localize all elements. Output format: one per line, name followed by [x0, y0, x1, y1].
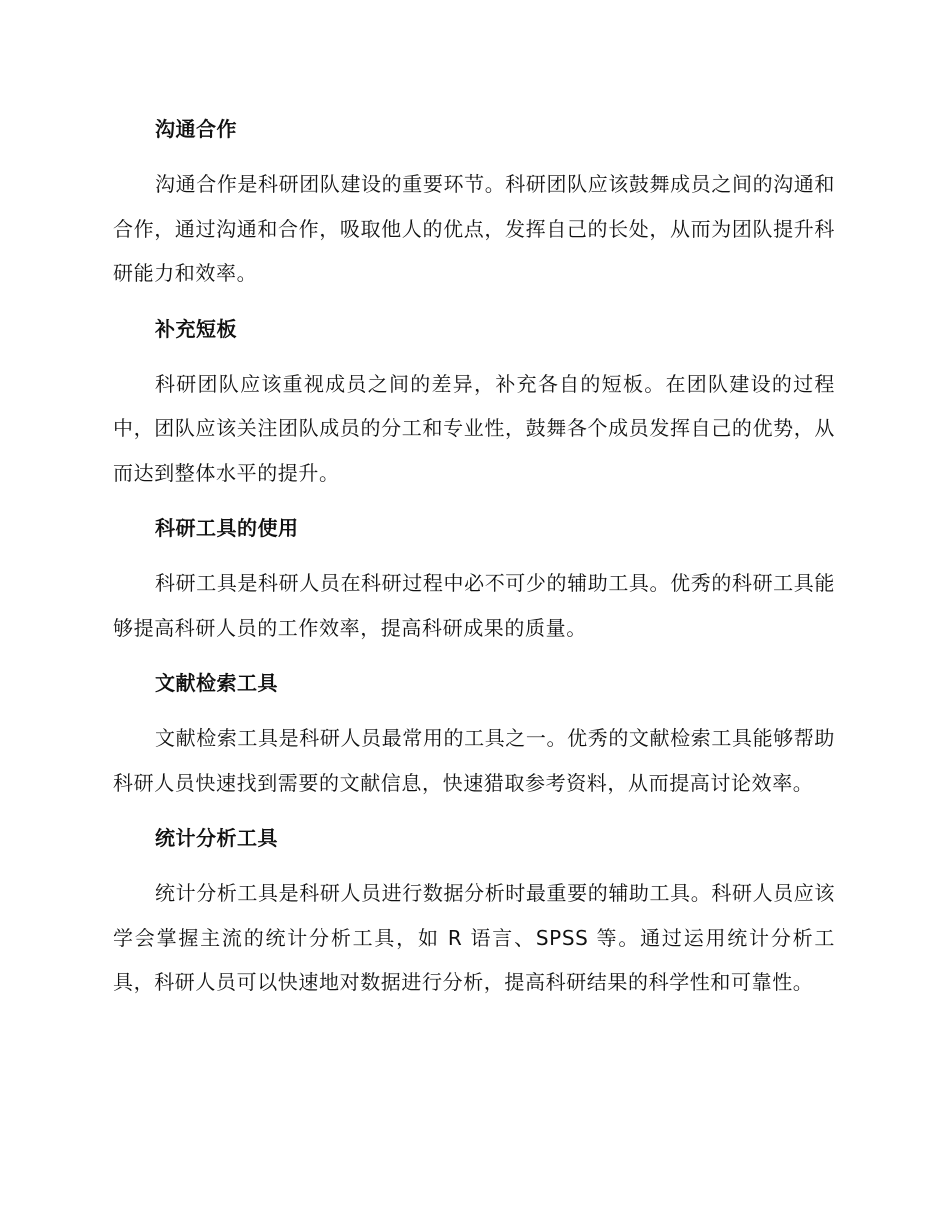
section-heading-literature-search: 文献检索工具: [155, 671, 278, 695]
section-heading-research-tools: 科研工具的使用: [155, 516, 299, 540]
section-body-statistics: 统计分析工具是科研人员进行数据分析时最重要的辅助工具。科研人员应该学会掌握主流的统计分析工具，如 R 语言、SPSS 等。通过运用统计分析工具，科研人员可以快速地对数据进行分析，提高科研结果的科学性和可靠性。: [113, 881, 835, 994]
section-heading-statistics: 统计分析工具: [155, 826, 278, 850]
section-heading-shortcomings: 补充短板: [155, 316, 237, 341]
section-body-shortcomings: 科研团队应该重视成员之间的差异，补充各自的短板。在团队建设的过程中，团队应该关注团队成员的分工和专业性，鼓舞各个成员发挥自己的优势，从而达到整体水平的提升。: [113, 371, 835, 485]
section-body-literature-search: 文献检索工具是科研人员最常用的工具之一。优秀的文献检索工具能够帮助科研人员快速找到需要的文献信息，快速猎取参考资料，从而提高讨论效率。: [113, 726, 835, 795]
section-body-research-tools: 科研工具是科研人员在科研过程中必不可少的辅助工具。优秀的科研工具能够提高科研人员的工作效率，提高科研成果的质量。: [113, 571, 835, 640]
section-body-communication: 沟通合作是科研团队建设的重要环节。科研团队应该鼓舞成员之间的沟通和合作，通过沟通和合作，吸取他人的优点，发挥自己的长处，从而为团队提升科研能力和效率。: [113, 172, 835, 285]
section-heading-communication: 沟通合作: [155, 117, 237, 141]
